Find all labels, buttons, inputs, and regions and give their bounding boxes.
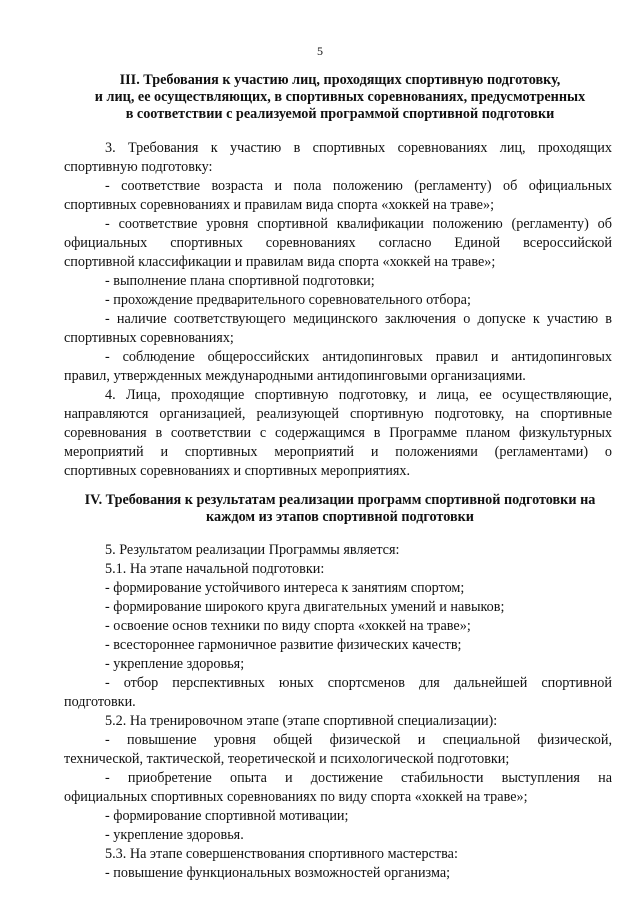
text-line: 5.1. На этапе начальной подготовки: (105, 561, 325, 577)
text-line: спортивных соревнованиях и правилам вида спорта «хоккей на траве»; (64, 197, 495, 213)
section-4-heading (64, 492, 616, 526)
text-line: - приобретение опыта и достижение стабильности выступления на (105, 770, 612, 786)
heading-line: каждом из этапов спортивной подготовки (206, 509, 474, 525)
text-line: 5.3. На этапе совершенствования спортивного мастерства: (105, 846, 458, 862)
text-line: направляются организацией, реализующей спортивную подготовку, на спортивные (64, 406, 612, 422)
text-line: - формирование спортивной мотивации; (105, 808, 349, 824)
section-3-heading (64, 72, 616, 123)
text-line: - освоение основ техники по виду спорта «хоккей на траве»; (105, 618, 471, 634)
text-line: мероприятий и спортивных мероприятий и положениями (регламентами) о (64, 444, 612, 460)
text-line: - укрепление здоровья. (105, 827, 244, 843)
text-line: соревнования в соответствии с содержащимся в Программе планом физкультурных (64, 425, 612, 441)
heading-line: и лиц, ее осуществляющих, в спортивных соревнованиях, предусмотренных (94, 89, 586, 105)
text-line: - укрепление здоровья; (105, 656, 245, 672)
text-line: спортивную подготовку: (64, 159, 213, 175)
text-line: 5.2. На тренировочном этапе (этапе спортивной специализации): (105, 713, 498, 729)
text-line: официальных спортивных соревнованиях согласно Единой всероссийской (64, 235, 612, 251)
text-line: - всестороннее гармоничное развитие физических качеств; (105, 637, 462, 653)
text-line: спортивной классификации и правилам вида спорта «хоккей на траве»; (64, 254, 496, 270)
text-line: спортивных соревнованиях и спортивных мероприятиях. (64, 463, 410, 479)
heading-line: IV. Требования к результатам реализации программ спортивной подготовки на (84, 492, 596, 508)
text-line: - прохождение предварительного соревновательного отбора; (105, 292, 471, 308)
text-line: подготовки. (64, 694, 136, 710)
text-line: 5. Результатом реализации Программы является: (105, 542, 400, 558)
text-line: - наличие соответствующего медицинского заключения о допуске к участию в (105, 311, 612, 327)
text-line: - соответствие уровня спортивной квалификации положению (регламенту) об (105, 216, 612, 232)
text-line: правил, утвержденных международными антидопинговыми организациями. (64, 368, 526, 384)
text-line: - повышение функциональных возможностей организма; (105, 865, 451, 881)
text-line: - соблюдение общероссийских антидопинговых правил и антидопинговых (105, 349, 612, 365)
text-line: - формирование устойчивого интереса к занятиям спортом; (105, 580, 465, 596)
text-line: - повышение уровня общей физической и специальной физической, (105, 732, 612, 748)
text-line: технической, тактической, теоретической и психологической подготовки; (64, 751, 510, 767)
text-line: - соответствие возраста и пола положению (регламенту) об официальных (105, 178, 612, 194)
heading-line: III. Требования к участию лиц, проходящих спортивную подготовку, (119, 72, 561, 88)
text-line: - отбор перспективных юных спортсменов для дальнейшей спортивной (105, 675, 612, 691)
text-line: 3. Требования к участию в спортивных соревнованиях лиц, проходящих (105, 140, 612, 156)
text-line: - выполнение плана спортивной подготовки; (105, 273, 375, 289)
text-line: спортивных соревнованиях; (64, 330, 234, 346)
heading-line: в соответствии с реализуемой программой спортивной подготовки (125, 106, 555, 122)
page-number: 5 (317, 44, 323, 58)
text-line: официальных спортивных соревнованиях по виду спорта «хоккей на траве»; (64, 789, 528, 805)
text-line: - формирование широкого круга двигательных умений и навыков; (105, 599, 505, 615)
text-line: 4. Лица, проходящие спортивную подготовку, и лица, ее осуществляющие, (105, 387, 612, 403)
